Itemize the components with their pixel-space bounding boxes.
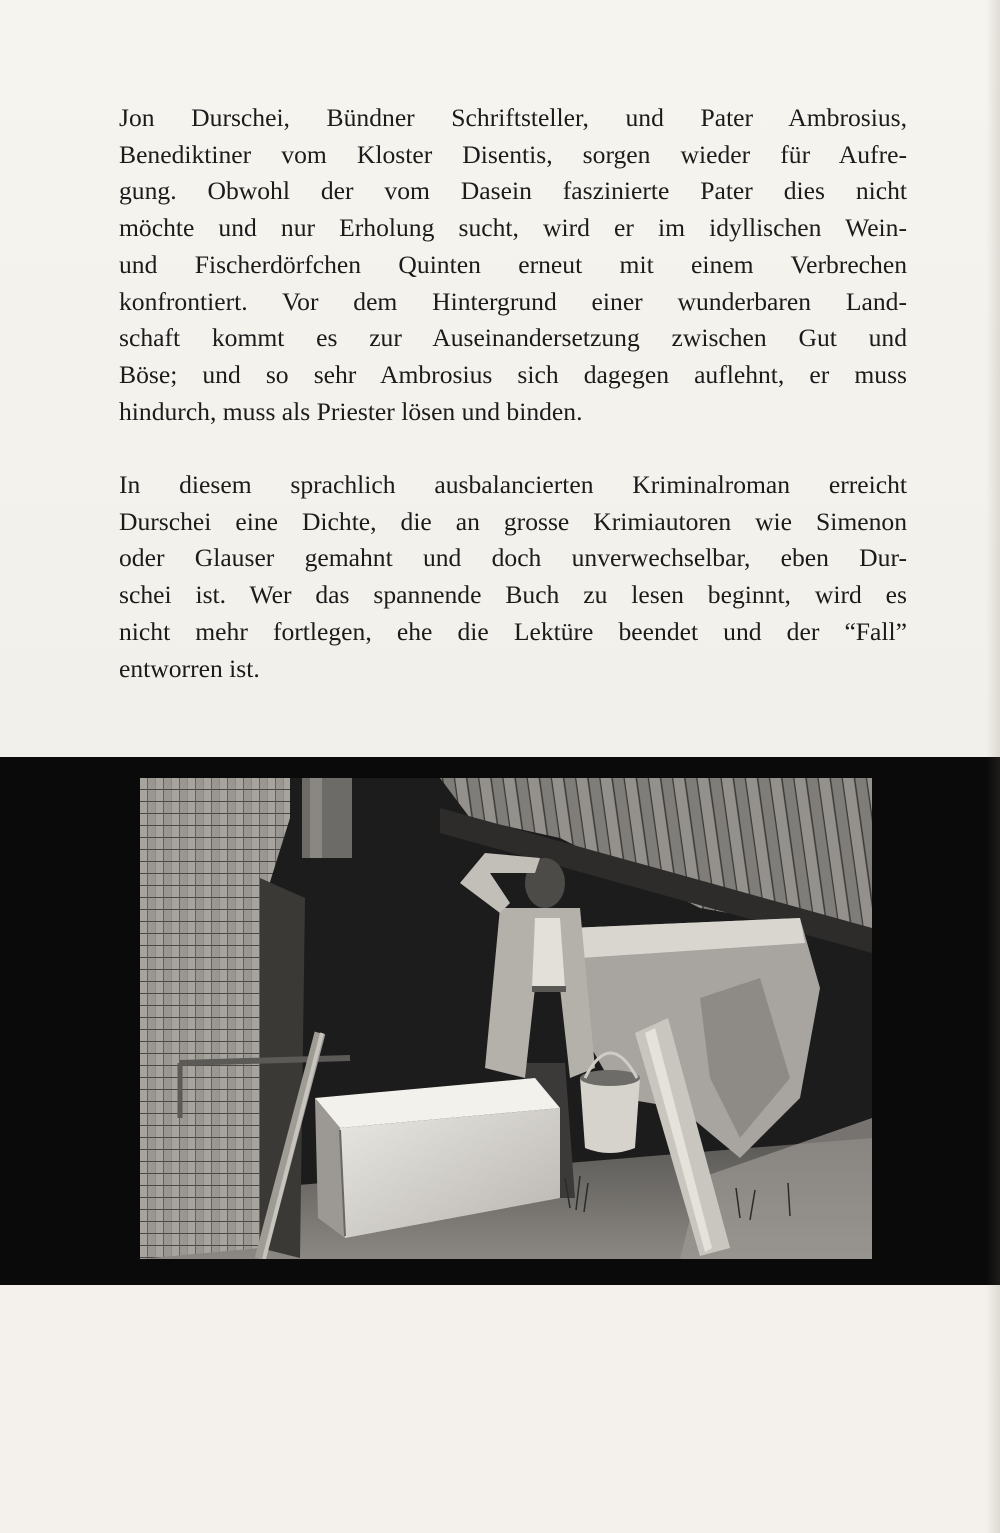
text-line: nicht mehr fortlegen, ehe die Lektüre beendet und der “Fall” — [119, 616, 907, 646]
text-line: Durschei eine Dichte, die an grosse Krimiautoren wie Simenon — [119, 506, 907, 536]
paragraph-1 — [119, 100, 907, 430]
text-line: schaft kommt es zur Auseinandersetzung zwischen Gut und — [119, 323, 907, 353]
text-line: konfrontiert. Vor dem Hintergrund einer wunderbaren Land- — [119, 286, 907, 316]
paragraph-2 — [119, 467, 907, 687]
text-line: Böse; und so sehr Ambrosius sich dagegen auflehnt, er muss — [119, 359, 907, 389]
text-line: und Fischerdörfchen Quinten erneut mit einem Verbrechen — [119, 249, 907, 279]
text-line: Benediktiner vom Kloster Disentis, sorgen wieder für Aufre- — [119, 139, 907, 169]
text-line: gung. Obwohl der vom Dasein faszinierte Pater dies nicht — [119, 176, 907, 206]
paragraph-gap — [119, 430, 907, 467]
wall-corner-shadow — [260, 878, 305, 1258]
photo-illustration — [140, 778, 872, 1259]
spine-shadow — [986, 0, 1000, 1533]
text-line: möchte und nur Erholung sucht, wird er im idyllischen Wein- — [119, 213, 907, 243]
text-line: Jon Durschei, Bündner Schriftsteller, und Pater Ambrosius, — [119, 103, 907, 132]
text-line: hindurch, muss als Priester lösen und binden. — [119, 396, 583, 426]
text-line: In diesem sprachlich ausbalancierten Kriminalroman erreicht — [119, 470, 907, 500]
blurb-text — [119, 100, 907, 687]
wooden-post — [302, 778, 352, 858]
cover-photo — [140, 778, 872, 1259]
text-line: oder Glauser gemahnt und doch unverwechselbar, eben Dur- — [119, 543, 907, 573]
text-line: schei ist. Wer das spannende Buch zu lesen beginnt, wird es — [119, 580, 907, 610]
photo-band — [0, 757, 1000, 1285]
text-line: entworren ist. — [119, 653, 260, 683]
